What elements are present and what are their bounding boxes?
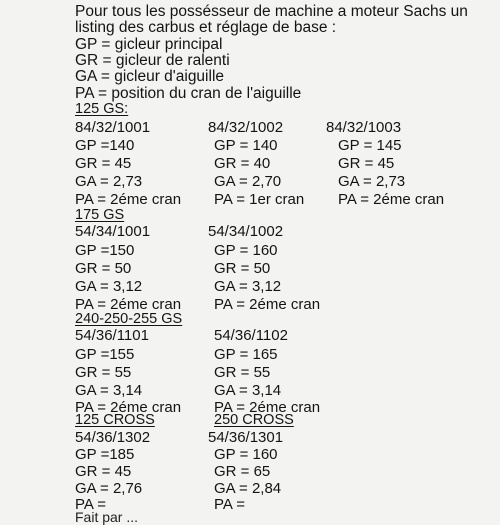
legend-gr: GR = gicleur de ralenti xyxy=(75,52,230,69)
intro-line-2: listing des carbus et réglage de base : xyxy=(75,19,337,36)
carb-pa: PA = 2éme cran xyxy=(75,191,182,208)
carb-pa: PA = 2éme cran xyxy=(214,399,321,416)
carb-model: 84/32/1001 xyxy=(75,119,151,136)
carb-pa: PA = 2éme cran xyxy=(75,399,182,416)
carb-gr: GR = 55 xyxy=(214,364,271,381)
carb-gr: GR = 45 xyxy=(75,463,132,480)
section-title-240-250-255-gs: 240-250-255 GS xyxy=(75,311,183,327)
carb-gr: GR = 50 xyxy=(75,260,132,277)
footer-fragment: Fait par ... xyxy=(75,509,139,525)
carb-model: 54/36/1102 xyxy=(214,327,288,344)
carb-gp: GP =185 xyxy=(75,446,135,463)
carb-pa: PA = xyxy=(75,496,106,513)
carb-model: 84/32/1003 xyxy=(326,119,402,136)
section-title-125-cross: 125 CROSS xyxy=(75,412,155,428)
carb-gr: GR = 65 xyxy=(214,463,271,480)
carb-gp: GP =140 xyxy=(75,137,135,154)
carb-model: 54/36/1302 xyxy=(75,429,151,446)
section-title-250-cross: 250 CROSS xyxy=(214,412,294,428)
carb-ga: GA = 2,70 xyxy=(214,173,282,190)
carb-gr: GR = 45 xyxy=(75,155,132,172)
section-title-125-gs: 125 GS: xyxy=(75,101,129,117)
carb-model: 54/36/1101 xyxy=(75,327,149,344)
carb-gp: GP =155 xyxy=(75,346,135,363)
carb-gp: GP = 165 xyxy=(214,346,278,363)
carb-pa: PA = 2éme cran xyxy=(214,296,321,313)
carb-ga: GA = 2,73 xyxy=(338,173,406,190)
carb-gr: GR = 40 xyxy=(214,155,271,172)
carb-pa: PA = 2éme cran xyxy=(338,191,445,208)
carb-ga: GA = 3,12 xyxy=(75,278,143,295)
carb-pa: PA = 1er cran xyxy=(214,191,305,208)
carb-ga: GA = 3,14 xyxy=(75,382,143,399)
carb-ga: GA = 2,76 xyxy=(75,480,143,497)
carb-model: 84/32/1002 xyxy=(208,119,284,136)
section-title-175-gs: 175 GS xyxy=(75,207,125,223)
carb-gr: GR = 45 xyxy=(338,155,395,172)
carb-gp: GP = 160 xyxy=(214,446,278,463)
carb-gp: GP =150 xyxy=(75,242,135,259)
carb-model: 54/34/1002 xyxy=(208,223,284,240)
carb-gp: GP = 145 xyxy=(338,137,402,154)
carb-ga: GA = 3,12 xyxy=(214,278,282,295)
carb-gp: GP = 140 xyxy=(214,137,278,154)
legend-gp: GP = gicleur principal xyxy=(75,36,223,53)
carb-model: 54/36/1301 xyxy=(208,429,284,446)
legend-pa: PA = position du cran de l'aiguille xyxy=(75,85,302,102)
carb-pa: PA = xyxy=(214,496,245,513)
carb-ga: GA = 2,84 xyxy=(214,480,282,497)
carb-pa: PA = 2éme cran xyxy=(75,296,182,313)
legend-ga: GA = gicleur d'aiguille xyxy=(75,68,225,85)
carb-ga: GA = 2,73 xyxy=(75,173,143,190)
carb-gr: GR = 50 xyxy=(214,260,271,277)
carb-gr: GR = 55 xyxy=(75,364,132,381)
carb-gp: GP = 160 xyxy=(214,242,278,259)
carb-ga: GA = 3,14 xyxy=(214,382,282,399)
carb-model: 54/34/1001 xyxy=(75,223,151,240)
intro-line-1: Pour tous les possésseur de machine a moteur Sachs un xyxy=(75,3,468,20)
